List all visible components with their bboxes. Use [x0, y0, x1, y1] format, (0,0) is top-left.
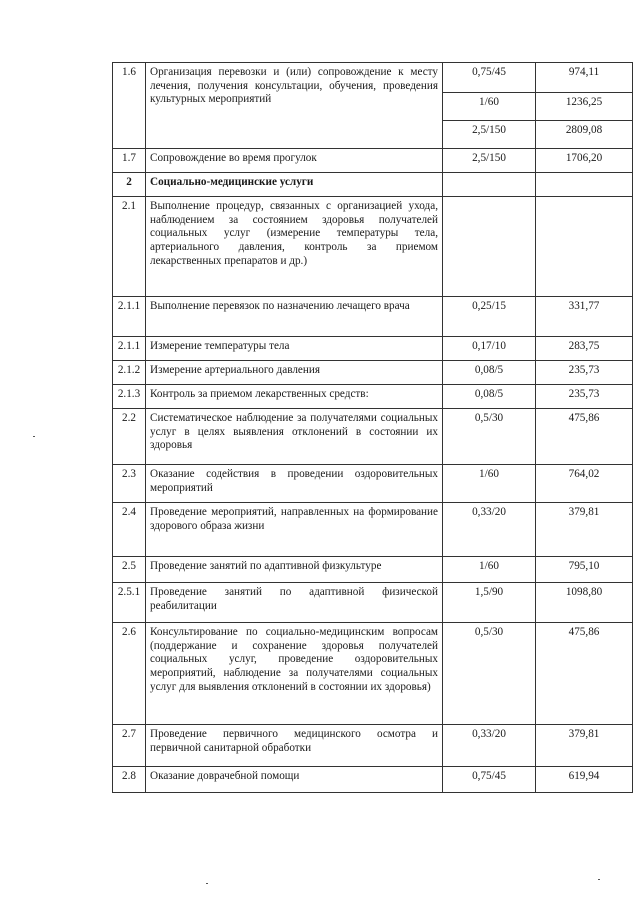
table-row: [113, 63, 633, 93]
table-row: [113, 361, 633, 385]
table-row: [113, 583, 633, 623]
service-name: Измерение артериального давления: [146, 361, 443, 385]
row-number: 2.1: [113, 197, 146, 297]
service-name: Оказание содействия в проведении оздоровительных мероприятий: [146, 465, 443, 503]
price: 379,81: [536, 725, 633, 767]
price: [536, 197, 633, 297]
time-norm: 1/60: [443, 93, 536, 121]
price: 331,77: [536, 297, 633, 337]
row-number: 1.7: [113, 149, 146, 173]
time-norm: [443, 173, 536, 197]
scan-speck: [33, 436, 35, 437]
services-table: [112, 62, 633, 793]
table-row: [113, 297, 633, 337]
time-norm: 2,5/150: [443, 121, 536, 149]
row-number: 2.3: [113, 465, 146, 503]
row-number: 1.6: [113, 63, 146, 149]
time-norm: 1/60: [443, 557, 536, 583]
service-name: Систематическое наблюдение за получателями социальных услуг в целях выявления отклонений в состоянии их здоровья: [146, 409, 443, 465]
row-number: 2.7: [113, 725, 146, 767]
table-row: [113, 623, 633, 725]
price: 475,86: [536, 409, 633, 465]
price: [536, 173, 633, 197]
price: 764,02: [536, 465, 633, 503]
table-row: [113, 503, 633, 557]
section-title: Социально-медицинские услуги: [146, 173, 443, 197]
row-number: 2.1.1: [113, 337, 146, 361]
price: 475,86: [536, 623, 633, 725]
time-norm: 0,5/30: [443, 409, 536, 465]
time-norm: 0,33/20: [443, 725, 536, 767]
time-norm: [443, 197, 536, 297]
row-number: 2.1.3: [113, 385, 146, 409]
service-name: Сопровождение во время прогулок: [146, 149, 443, 173]
time-norm: 0,08/5: [443, 385, 536, 409]
time-norm: 0,75/45: [443, 63, 536, 93]
price: 1236,25: [536, 93, 633, 121]
table-row: [113, 557, 633, 583]
table-row: [113, 337, 633, 361]
service-name: Выполнение процедур, связанных с организацией ухода, наблюдением за состоянием здоровья получателей социальных услуг (измерение температуры тела, артериального давления, контроль за приемом лекарственных препаратов и др.): [146, 197, 443, 297]
service-name: Организация перевозки и (или) сопровождение к месту лечения, получения консультации, обучения, проведения культурных мероприятий: [146, 63, 443, 149]
row-number: 2.6: [113, 623, 146, 725]
service-name: Выполнение перевязок по назначению лечащего врача: [146, 297, 443, 337]
price: 795,10: [536, 557, 633, 583]
time-norm: 0,33/20: [443, 503, 536, 557]
table-row: [113, 197, 633, 297]
price: 379,81: [536, 503, 633, 557]
row-number: 2.8: [113, 767, 146, 793]
price: 235,73: [536, 385, 633, 409]
table-row: [113, 385, 633, 409]
service-name: Проведение мероприятий, направленных на формирование здорового образа жизни: [146, 503, 443, 557]
time-norm: 0,5/30: [443, 623, 536, 725]
service-name: Контроль за приемом лекарственных средств:: [146, 385, 443, 409]
table-row: [113, 409, 633, 465]
price: 2809,08: [536, 121, 633, 149]
price: 235,73: [536, 361, 633, 385]
time-norm: 1/60: [443, 465, 536, 503]
service-name: Проведение занятий по адаптивной физической реабилитации: [146, 583, 443, 623]
time-norm: 0,75/45: [443, 767, 536, 793]
price: 974,11: [536, 63, 633, 93]
row-number: 2.2: [113, 409, 146, 465]
time-norm: 0,08/5: [443, 361, 536, 385]
price: 283,75: [536, 337, 633, 361]
row-number: 2.5: [113, 557, 146, 583]
scan-speck: [206, 883, 208, 884]
row-number: 2.1.2: [113, 361, 146, 385]
row-number: 2.1.1: [113, 297, 146, 337]
time-norm: 1,5/90: [443, 583, 536, 623]
time-norm: 0,25/15: [443, 297, 536, 337]
time-norm: 0,17/10: [443, 337, 536, 361]
table-row: [113, 149, 633, 173]
scan-speck: [598, 879, 600, 880]
row-number: 2.5.1: [113, 583, 146, 623]
price: 1706,20: [536, 149, 633, 173]
section-number: 2: [113, 173, 146, 197]
table-row: [113, 725, 633, 767]
row-number: 2.4: [113, 503, 146, 557]
table-row: [113, 767, 633, 793]
service-name: Оказание доврачебной помощи: [146, 767, 443, 793]
table-row: [113, 465, 633, 503]
service-name: Консультирование по социально-медицинским вопросам (поддержание и сохранение здоровья получателей социальных услуг, проведение оздоровительных мероприятий, наблюдение за получателями социальных услуг для выявления отклонений в состоянии их здоровья): [146, 623, 443, 725]
price: 619,94: [536, 767, 633, 793]
time-norm: 2,5/150: [443, 149, 536, 173]
service-name: Проведение занятий по адаптивной физкультуре: [146, 557, 443, 583]
price: 1098,80: [536, 583, 633, 623]
service-name: Измерение температуры тела: [146, 337, 443, 361]
section-row: [113, 173, 633, 197]
service-name: Проведение первичного медицинского осмотра и первичной санитарной обработки: [146, 725, 443, 767]
